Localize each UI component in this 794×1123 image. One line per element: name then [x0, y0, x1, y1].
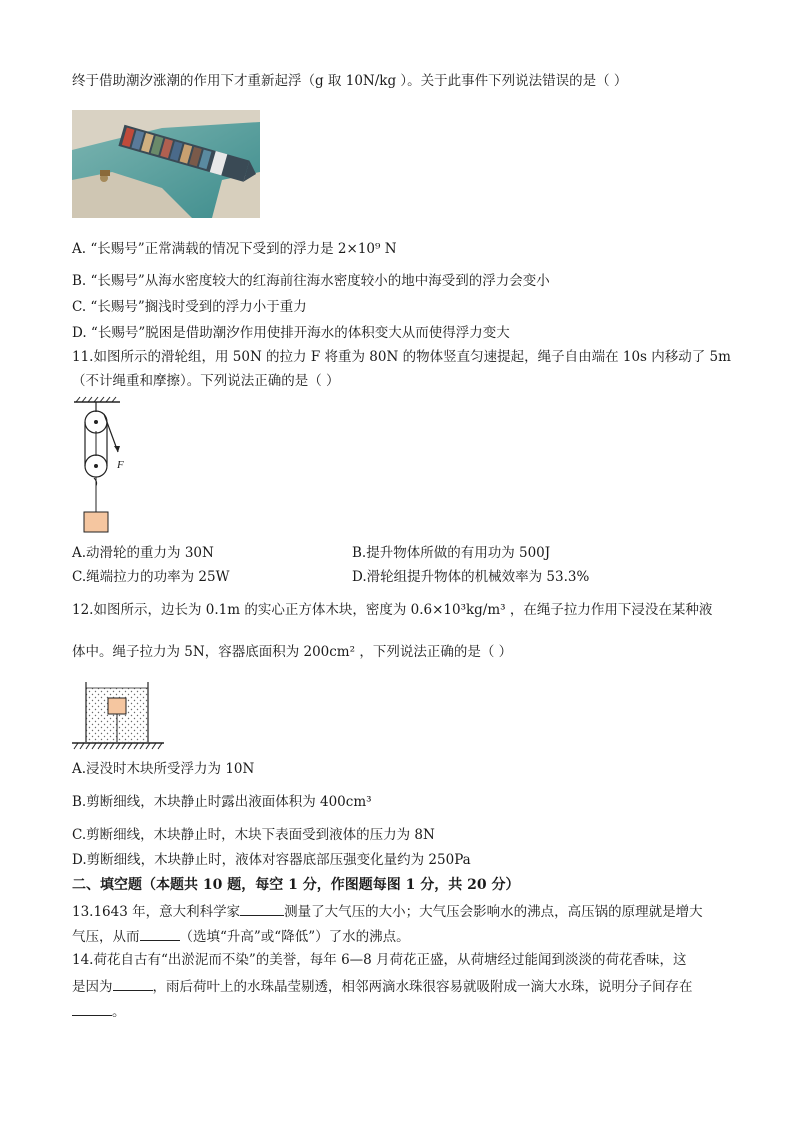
- q13-text-a: 13.1643 年，意大利科学家: [72, 904, 241, 920]
- q13-blank-1[interactable]: [240, 901, 284, 916]
- section-heading: 二、填空题（本题共 10 题，每空 1 分，作图题每图 1 分，共 20 分）: [72, 877, 520, 893]
- container-figure: [70, 678, 166, 754]
- q10-option-a: A. “长赐号”正常满载的情况下受到的浮力是 2×10⁹ N: [72, 241, 397, 257]
- q13-blank-2[interactable]: [140, 926, 180, 941]
- q10-stem-line: 终于借助潮汐涨潮的作用下才重新起浮（g 取 10N/kg ）。关于此事件下列说法错误的是（ ）: [72, 73, 628, 89]
- q13-line1: [72, 901, 703, 921]
- q10-option-d: D. “长赐号”脱困是借助潮汐作用使排开海水的体积变大从而使得浮力变大: [72, 325, 510, 341]
- q13-text-d: （选填“升高”或“降低”）了水的沸点。: [179, 929, 410, 945]
- q10-option-b: B. “长赐号”从海水密度较大的红海前往海水密度较小的地中海受到的浮力会变小: [72, 273, 550, 289]
- q14-line1: 14.荷花自古有“出淤泥而不染”的美誉，每年 6—8 月荷花正盛，从荷塘经过能闻到淡淡的荷花香味，这: [72, 952, 687, 968]
- q10-option-c: C. “长赐号”搁浅时受到的浮力小于重力: [72, 299, 307, 315]
- force-label: F: [117, 459, 124, 471]
- q14-text-a: 是因为: [72, 979, 113, 995]
- ship-photo: [72, 110, 260, 218]
- q11-option-d: D.滑轮组提升物体的机械效率为 53.3%: [352, 569, 590, 585]
- q14-blank-1[interactable]: [113, 976, 153, 991]
- q12-stem-line2: 体中。绳子拉力为 5N，容器底面积为 200cm² ，下列说法正确的是（ ）: [72, 644, 513, 660]
- q13-text-b: 测量了大气压的大小；大气压会影响水的沸点，高压锅的原理就是增大: [284, 904, 703, 920]
- q12-option-b: B.剪断细线，木块静止时露出液面体积为 400cm³: [72, 794, 372, 810]
- q14-text-c: 。: [112, 1004, 126, 1020]
- q14-line3: [72, 1001, 126, 1021]
- q11-option-b: B.提升物体所做的有用功为 500J: [352, 545, 551, 561]
- q12-option-a: A.浸没时木块所受浮力为 10N: [72, 761, 255, 777]
- q14-blank-2[interactable]: [72, 1001, 112, 1016]
- q14-text-b: ，雨后荷叶上的水珠晶莹剔透，相邻两滴水珠很容易就吸附成一滴大水珠，说明分子间存在: [152, 979, 693, 995]
- q11-stem-line2: （不计绳重和摩擦）。下列说法正确的是（ ）: [72, 373, 340, 389]
- q12-option-c: C.剪断细线，木块静止时，木块下表面受到液体的压力为 8N: [72, 827, 435, 843]
- q11-option-c: C.绳端拉力的功率为 25W: [72, 569, 230, 585]
- q13-line2: [72, 926, 410, 946]
- q13-text-c: 气压，从而: [72, 929, 140, 945]
- q11-stem-line1: 11.如图所示的滑轮组，用 50N 的拉力 F 将重为 80N 的物体竖直匀速提起，绳子自由端在 10s 内移动了 5m: [72, 349, 731, 365]
- q12-stem-line1: 12.如图所示，边长为 0.1m 的实心正方体木块，密度为 0.6×10³kg/m³ ，在绳子拉力作用下浸没在某种液: [72, 602, 713, 618]
- q12-option-d: D.剪断细线，木块静止时，液体对容器底部压强变化量约为 250Pa: [72, 852, 471, 868]
- q11-option-a: A.动滑轮的重力为 30N: [72, 545, 214, 561]
- pulley-figure: [70, 396, 140, 536]
- q14-line2: [72, 976, 693, 996]
